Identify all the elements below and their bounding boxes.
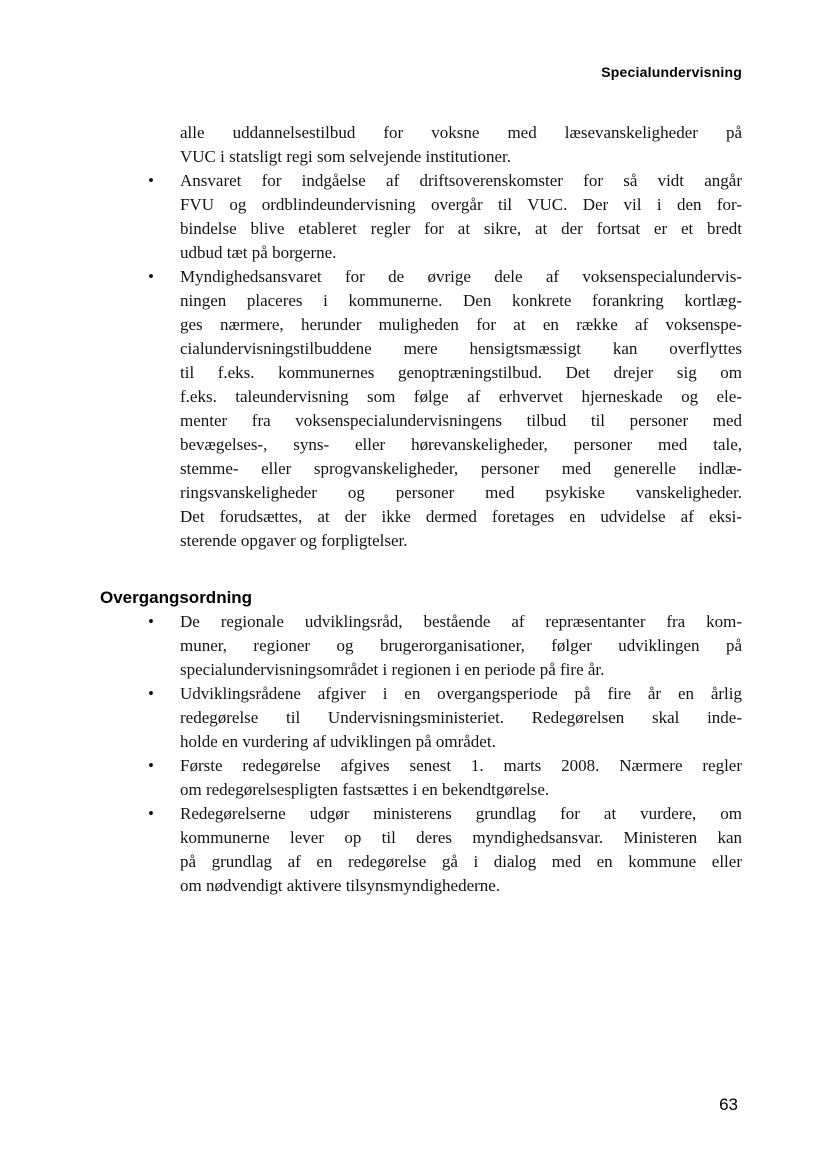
bullet-marker-icon: • — [148, 612, 154, 631]
bullet-text — [180, 265, 742, 553]
bullet-text — [180, 169, 742, 265]
page-body — [100, 121, 742, 898]
text-line: menter fra voksenspecialundervisningens tilbud til personer med — [180, 411, 742, 430]
text-line: bevægelses-, syns- eller hørevanskeligheder, personer med tale, — [180, 435, 742, 454]
text-line: muner, regioner og brugerorganisationer, følger udviklingen på — [180, 636, 742, 655]
text-line: cialundervisningstilbuddene mere hensigtsmæssigt kan overflyttes — [180, 339, 742, 358]
text-line: f.eks. taleundervisning som følge af erhvervet hjerneskade og ele- — [180, 387, 742, 406]
bullet-item — [100, 610, 742, 682]
bullet-marker-icon: • — [148, 171, 154, 190]
text-line: kommunerne lever op til deres myndighedsansvar. Ministeren kan — [180, 828, 742, 847]
bullet-item — [100, 265, 742, 553]
bullet-marker-icon: • — [148, 684, 154, 703]
bullet-text — [180, 682, 742, 754]
text-line: Første redegørelse afgives senest 1. marts 2008. Nærmere regler — [180, 756, 742, 775]
bullet-marker-icon: • — [148, 267, 154, 286]
text-line: VUC i statsligt regi som selvejende institutioner. — [180, 147, 511, 166]
text-line: FVU og ordblindeundervisning overgår til VUC. Der vil i den for- — [180, 195, 742, 214]
bullet-list-overgangsordning — [100, 610, 742, 898]
bullet-item — [100, 754, 742, 802]
bullet-marker-icon: • — [148, 804, 154, 823]
bullet-item — [100, 169, 742, 265]
text-line: ningen placeres i kommunerne. Den konkrete forankring kortlæg- — [180, 291, 742, 310]
text-line: holde en vurdering af udviklingen på området. — [180, 732, 496, 751]
text-line: Ansvaret for indgåelse af driftsoverenskomster for så vidt angår — [180, 171, 742, 190]
section-heading: Overgangsordning — [100, 588, 253, 607]
text-line: ringsvanskeligheder og personer med psykiske vanskeligheder. — [180, 483, 742, 502]
bullet-marker-icon: • — [148, 756, 154, 775]
text-line: Myndighedsansvaret for de øvrige dele af voksenspecialundervis- — [180, 267, 742, 286]
text-line: specialundervisningsområdet i regionen i en periode på fire år. — [180, 660, 605, 679]
text-line: stemme- eller sprogvanskeligheder, personer med generelle indlæ- — [180, 459, 742, 478]
text-line: alle uddannelsestilbud for voksne med læsevanskeligheder på — [180, 123, 742, 142]
text-line: udbud tæt på borgerne. — [180, 243, 337, 262]
bullet-text — [180, 610, 742, 682]
text-line: Udviklingsrådene afgiver i en overgangsperiode på fire år en årlig — [180, 684, 742, 703]
text-line: De regionale udviklingsråd, bestående af repræsentanter fra kom- — [180, 612, 742, 631]
text-line: Redegørelserne udgør ministerens grundlag for at vurdere, om — [180, 804, 742, 823]
text-line: om redegørelsespligten fastsættes i en bekendtgørelse. — [180, 780, 550, 799]
page-number: 63 — [719, 1095, 738, 1114]
running-header: Specialundervisning — [601, 64, 742, 80]
paragraph-continuation — [180, 121, 742, 169]
text-line: Det forudsættes, at der ikke dermed foretages en udvidelse af eksi- — [180, 507, 742, 526]
bullet-list-top — [100, 169, 742, 553]
text-line: til f.eks. kommunernes genoptræningstilbud. Det drejer sig om — [180, 363, 742, 382]
text-line: på grundlag af en redegørelse gå i dialog med en kommune eller — [180, 852, 742, 871]
bullet-item — [100, 802, 742, 898]
text-line: redegørelse til Undervisningsministeriet. Redegørelsen skal inde- — [180, 708, 742, 727]
text-line: bindelse blive etableret regler for at sikre, at der fortsat er et bredt — [180, 219, 742, 238]
bullet-text — [180, 802, 742, 898]
bullet-text — [180, 754, 742, 802]
text-line: sterende opgaver og forpligtelser. — [180, 531, 408, 550]
text-line: om nødvendigt aktivere tilsynsmyndighederne. — [180, 876, 501, 895]
bullet-item — [100, 682, 742, 754]
text-line: ges nærmere, herunder muligheden for at en række af voksenspe- — [180, 315, 742, 334]
